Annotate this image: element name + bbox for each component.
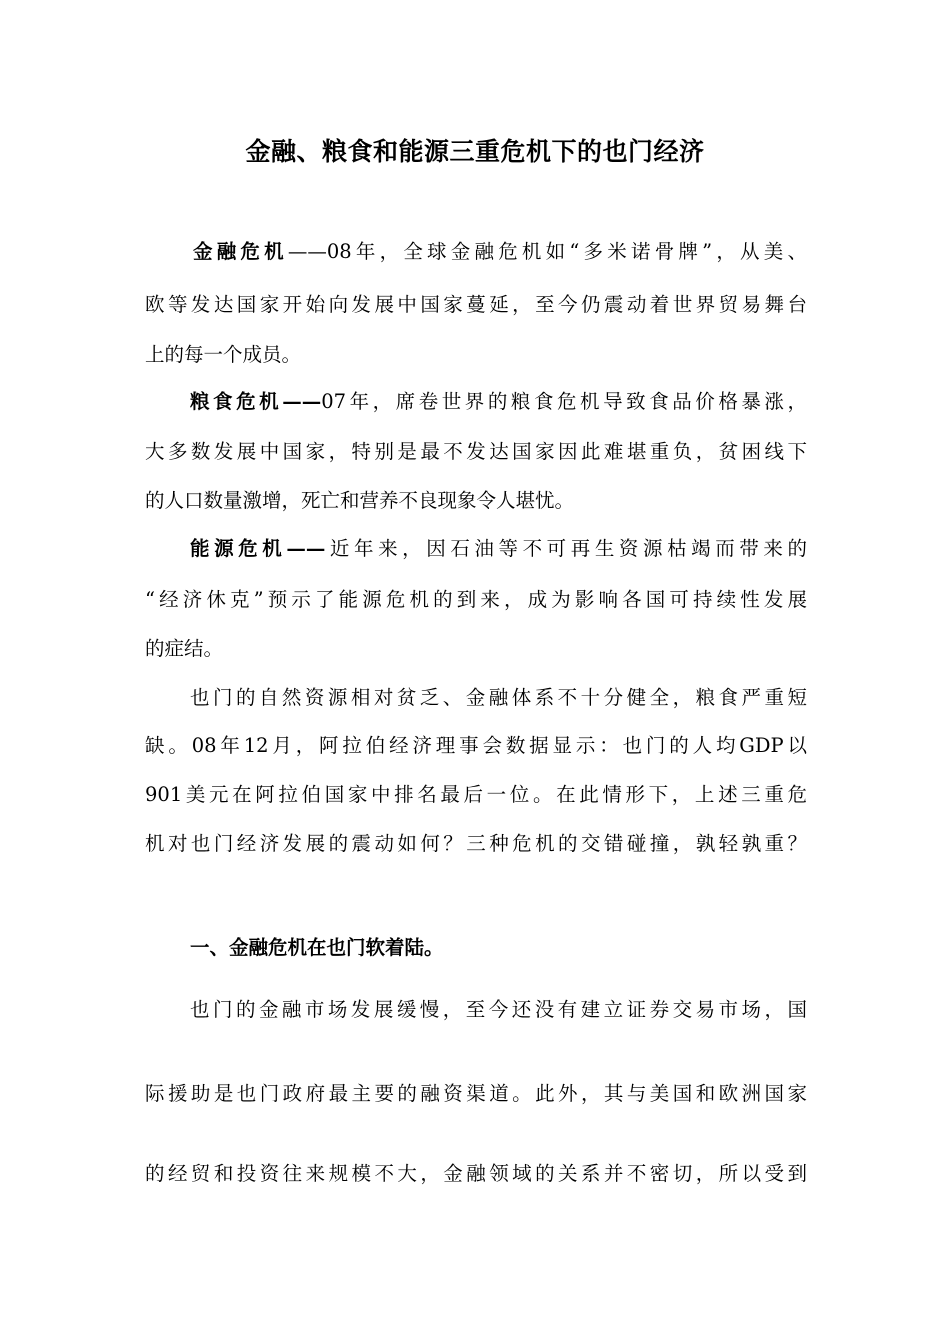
paragraph-line: 901美元在阿拉伯国家中排名最后一位。在此情形下，上述三重危 [145, 783, 807, 806]
paragraph-text: ——08年，全球金融危机如“多米诺骨牌”，从美、 [287, 240, 807, 263]
paragraph-line: 也门的金融市场发展缓慢，至今还没有建立证券交易市场，国 [190, 998, 807, 1021]
paragraph-line: 上的每一个成员。 [145, 343, 302, 366]
paragraph-line: 际援助是也门政府最主要的融资渠道。此外，其与美国和欧洲国家 [145, 1082, 807, 1105]
paragraph-line: 的症结。 [145, 637, 224, 660]
term-financial-crisis: 金融危机 [193, 240, 288, 263]
paragraph-line [190, 382, 807, 422]
paragraph-line: 也门的自然资源相对贫乏、金融体系不十分健全，粮食严重短 [190, 686, 807, 709]
paragraph-line: 的经贸和投资往来规模不大，金融领域的关系并不密切，所以受到 [145, 1162, 807, 1185]
section-heading: 一、金融危机在也门软着陆。 [190, 936, 444, 959]
paragraph-line: 欧等发达国家开始向发展中国家蔓延，至今仍震动着世界贸易舞台 [145, 293, 807, 316]
paragraph-line: 缺。08年12月，阿拉伯经济理事会数据显示：也门的人均GDP以 [145, 734, 807, 757]
paragraph-line: 大多数发展中国家，特别是最不发达国家因此难堪重负，贫困线下 [145, 440, 807, 463]
paragraph-line [190, 529, 807, 569]
paragraph-line: “经济休克”预示了能源危机的到来，成为影响各国可持续性发展 [145, 588, 807, 611]
paragraph-text: 07年，席卷世界的粮食危机导致食品价格暴涨， [321, 390, 807, 413]
term-energy-crisis: 能源危机—— [190, 537, 326, 560]
paragraph-line [193, 232, 807, 272]
paragraph-text: 近年来，因石油等不可再生资源枯竭而带来的 [325, 537, 807, 560]
document-title: 金融、粮食和能源三重危机下的也门经济 [245, 137, 705, 166]
paragraph-line: 的人口数量激增，死亡和营养不良现象令人堪忧。 [145, 489, 575, 512]
term-food-crisis: 粮食危机—— [190, 390, 322, 413]
paragraph-line: 机对也门经济发展的震动如何？三种危机的交错碰撞，孰轻孰重？ [145, 832, 807, 855]
